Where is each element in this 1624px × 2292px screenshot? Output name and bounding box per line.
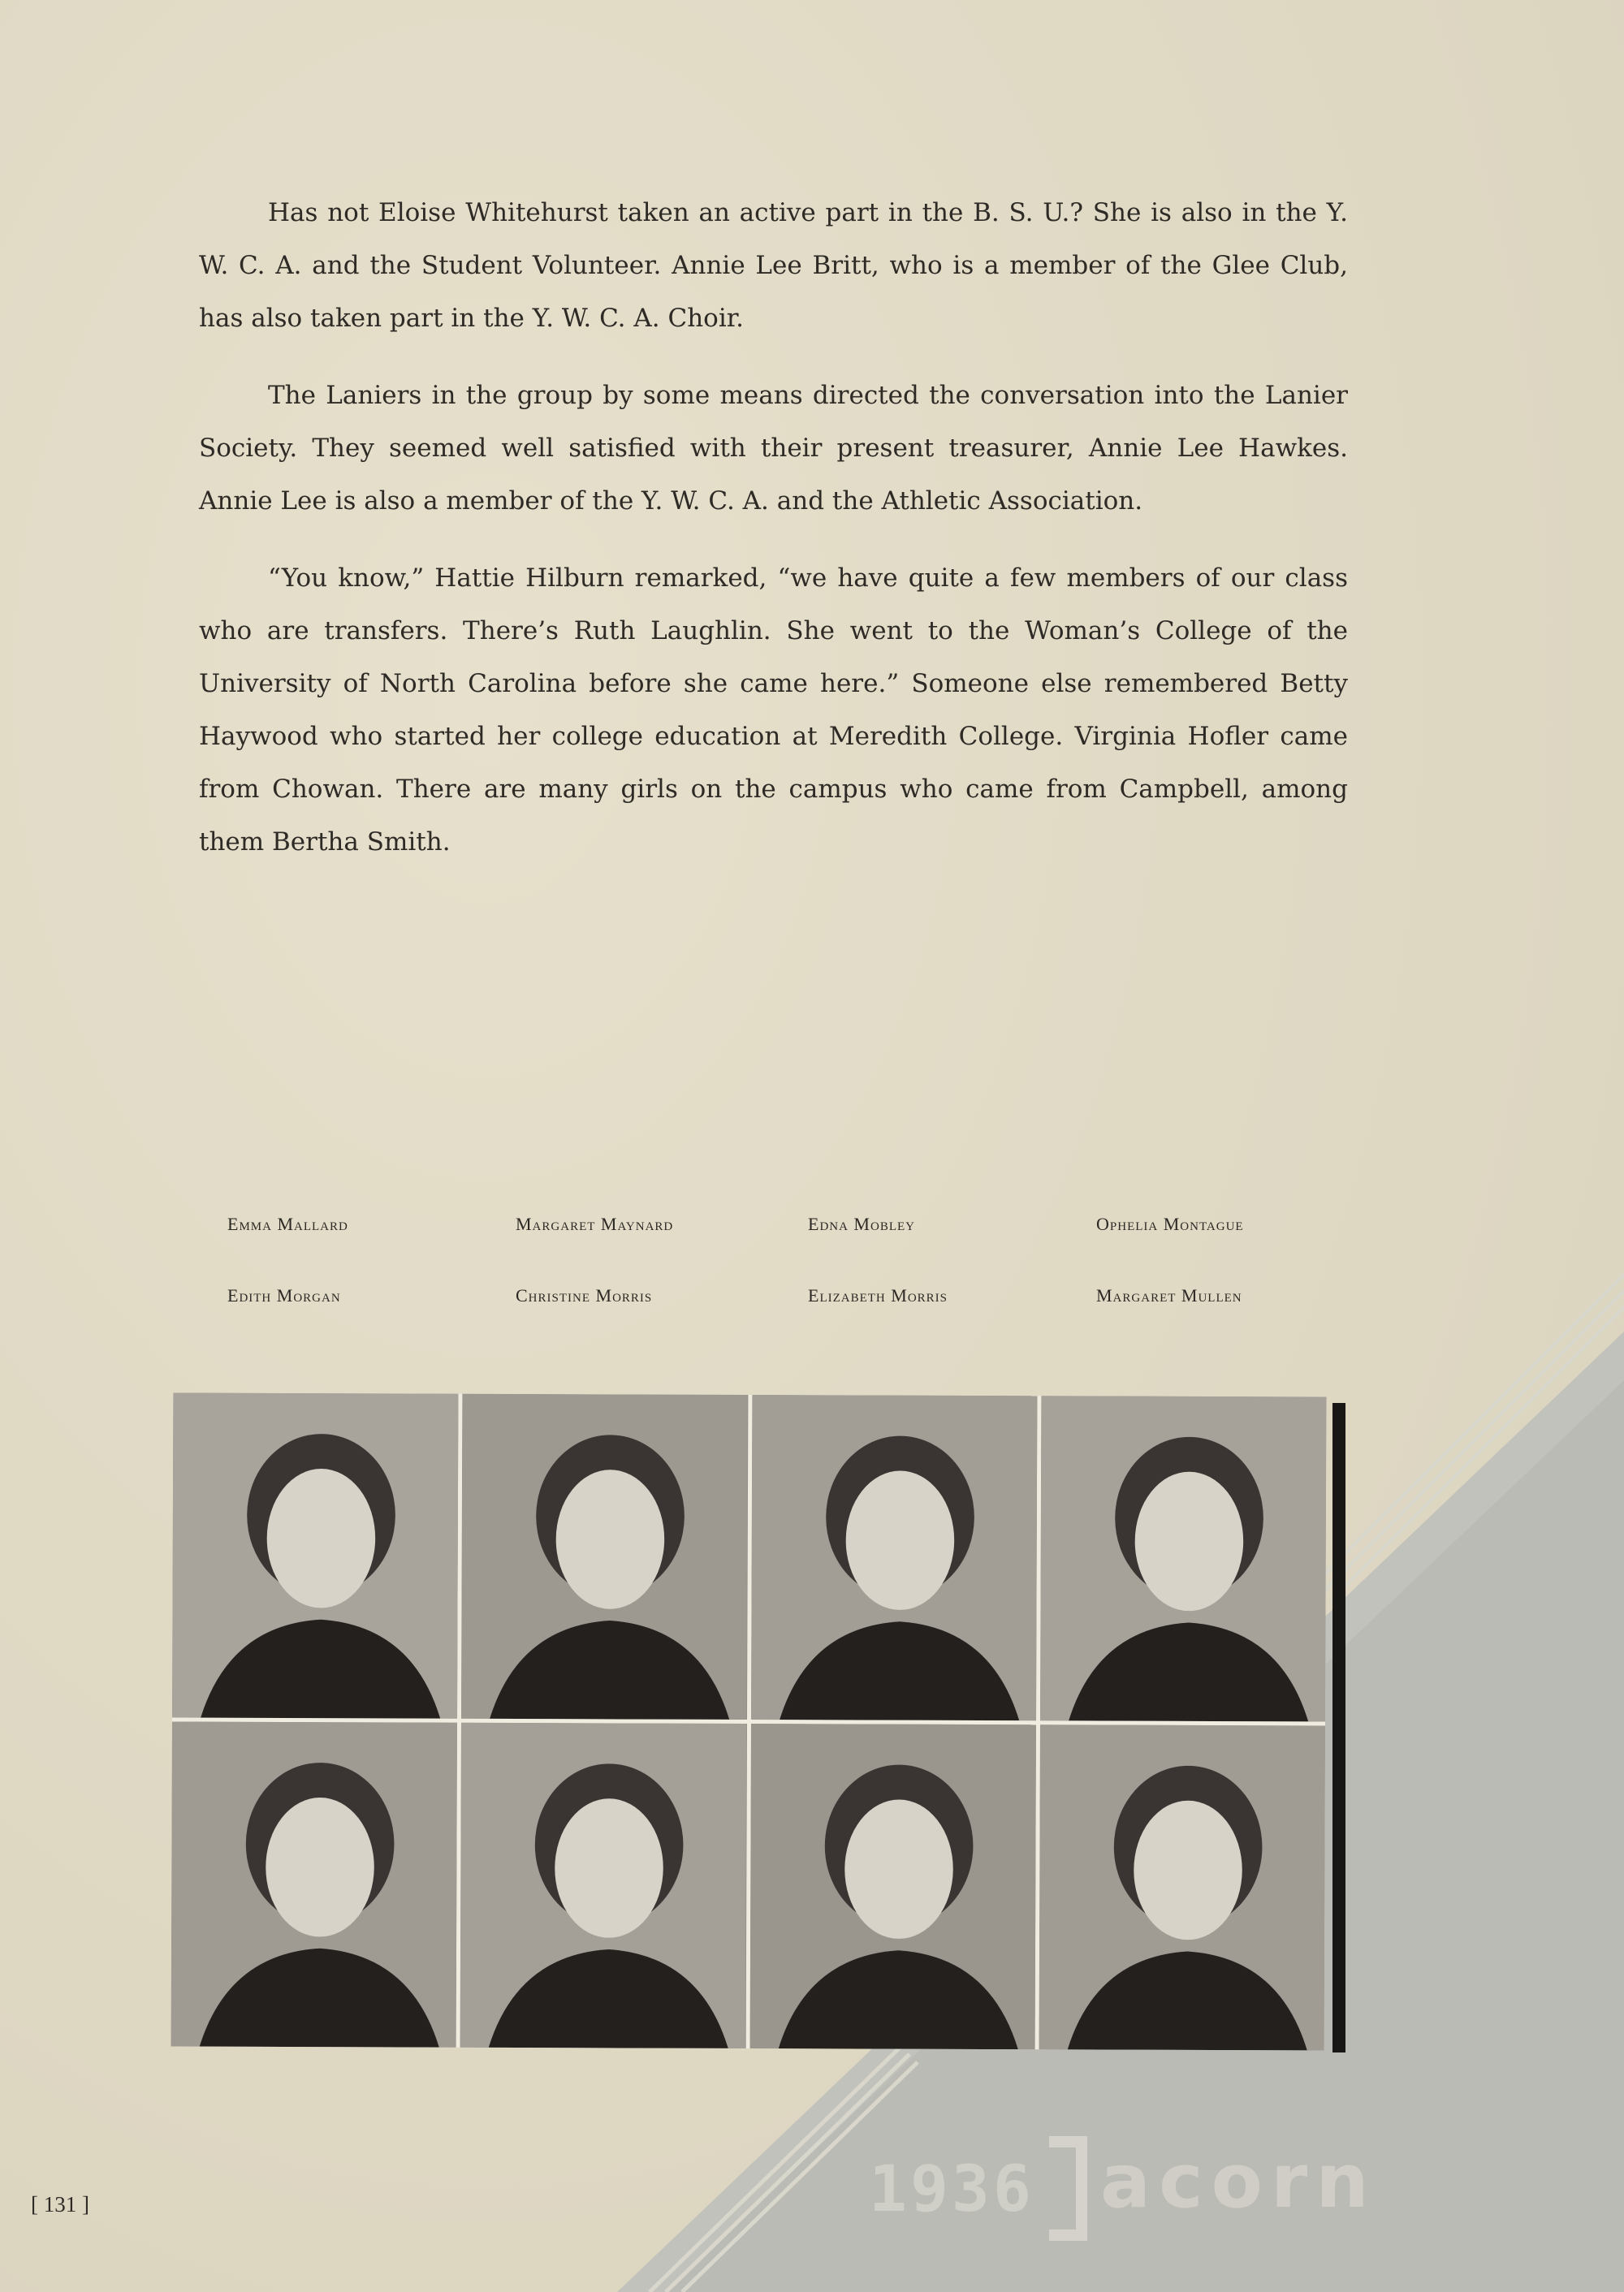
name-caption: Margaret Maynard [516, 1214, 674, 1234]
name-caption: Christine Morris [516, 1285, 653, 1306]
portrait-image [751, 1395, 1038, 1720]
portrait-photo [172, 1393, 459, 1719]
portrait-photo [751, 1395, 1038, 1720]
portrait-image [171, 1722, 458, 2048]
portrait-photo [1040, 1396, 1327, 1721]
portrait-image [749, 1724, 1036, 2049]
paragraph: “You know,” Hattie Hilburn remarked, “we have quite a few members of our class who are transfers. There’s Ruth Laughlin. She went to the Woman’s College of the University of North Carolina before she came here.” Someone else remembered Betty Haywood who started her college education at Meredith College. Virginia Hofler came from Chowan. There are many girls on the campus who came from Campbell, among them Bertha Smith. [199, 563, 1348, 857]
name-caption: Edith Morgan [227, 1285, 341, 1306]
portrait-image [1039, 1724, 1325, 2050]
body-text [199, 187, 1348, 893]
portrait-photo [1039, 1724, 1325, 2050]
name-caption: Edna Mobley [808, 1214, 915, 1234]
portrait-photo [461, 1394, 748, 1720]
name-caption: Ophelia Montague [1096, 1214, 1244, 1234]
portrait-image [460, 1723, 747, 2048]
paragraph: Has not Eloise Whitehurst taken an active part in the B. S. U.? She is also in the Y. W. C. A. and the Student Volunteer. Annie Lee Britt, who is a member of the Glee Club, has also taken part in the Y. W. C. A. Choir. [199, 198, 1348, 333]
paragraph: The Laniers in the group by some means directed the conversation into the Lanier Society. They seemed well satisfied with their present treasurer, Annie Lee Hawkes. Annie Lee is also a member of the Y. W. C. A. and the Athletic Association. [199, 381, 1348, 516]
portrait-photo [749, 1724, 1036, 2049]
name-caption: Elizabeth Morris [808, 1285, 948, 1306]
portrait-image [1040, 1396, 1327, 1721]
logo-bracket [1049, 2142, 1082, 2235]
logo-year: 1936 [869, 2153, 1034, 2226]
logo-word: acorn [1100, 2138, 1377, 2225]
name-caption: Emma Mallard [227, 1214, 348, 1234]
yearbook-logo [861, 2126, 1494, 2247]
page-number: [ 131 ] [31, 2192, 89, 2216]
photo-edge-bar [1332, 1403, 1345, 2052]
portrait-photo [171, 1722, 458, 2048]
portrait-photo [460, 1723, 747, 2048]
name-caption: Margaret Mullen [1096, 1285, 1242, 1306]
portrait-image [461, 1394, 748, 1720]
portrait-grid [171, 1393, 1327, 2051]
portrait-image [172, 1393, 459, 1719]
name-captions [227, 1214, 1380, 1306]
